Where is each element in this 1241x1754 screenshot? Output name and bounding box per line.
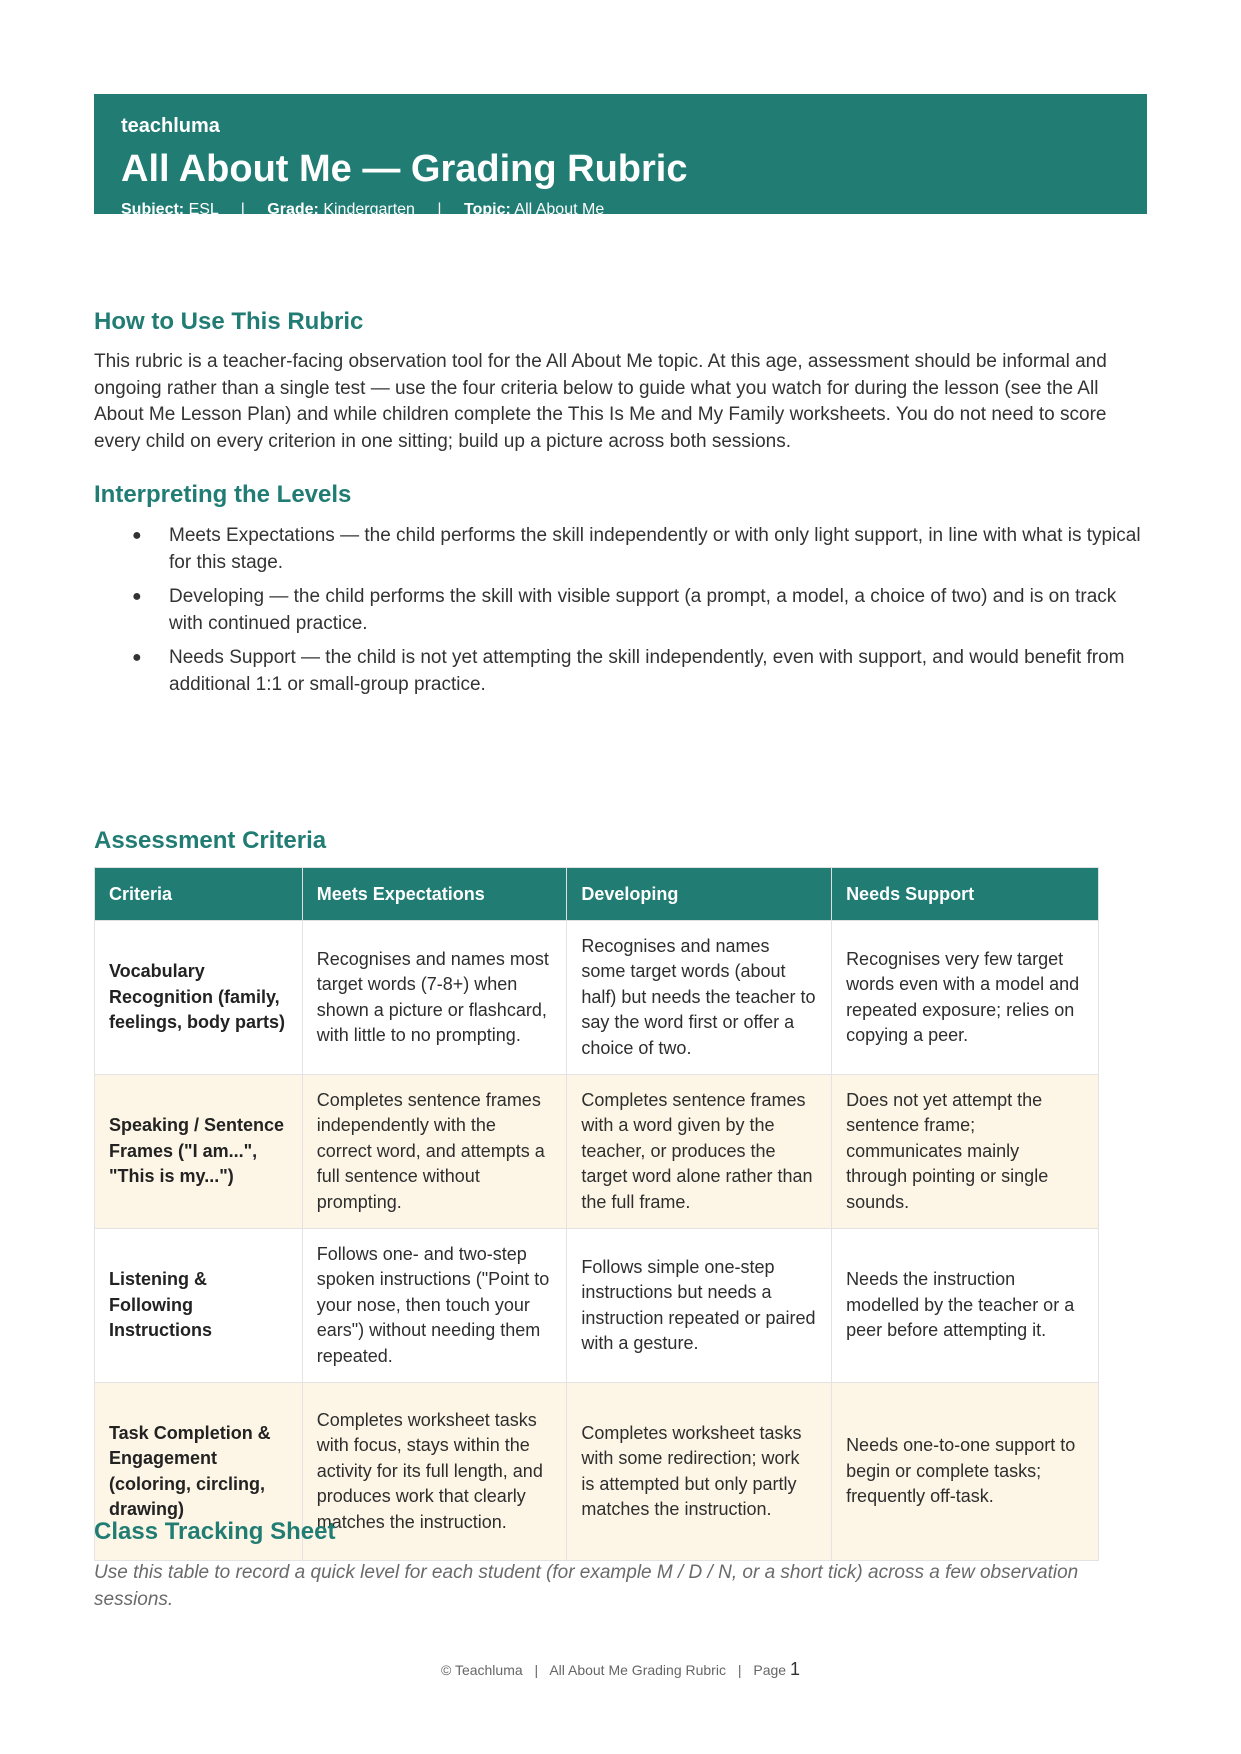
meta-separator: | (437, 201, 442, 218)
table-row (95, 921, 1099, 1075)
column-header-criteria: Criteria (95, 868, 303, 921)
footer-page-number: 1 (789, 1659, 800, 1679)
level-meets-text: Meets Expectations — the child performs the skill independently or with only light support, in line with what is typical for this stage. (169, 525, 1141, 573)
header-banner (94, 94, 1147, 218)
levels-list (94, 523, 1147, 706)
needs-support-cell: Needs one-to-one support to begin or complete tasks; frequently off-task. (832, 1383, 1099, 1561)
how-to-use-text: This rubric is a teacher-facing observation tool for the All About Me topic. At this age, assessment should be informal and ongoing rather than a single test — use the four criteria below to guide what you watch for during the lesson (see the All About Me Lesson Plan) and while children complete the This Is Me and My Family worksheets. You do not need to score every child on every criterion in one sitting; build up a picture across both sessions. (94, 351, 1107, 452)
tracking-instructions: Use this table to record a quick level for each student (for example M / D / N, or a short tick) across a few observation sessions. (94, 1562, 1079, 1610)
level-developing-text: Developing — the child performs the skill with visible support (a prompt, a model, a choice of two) and is on track with continued practice. (169, 586, 1117, 634)
developing-cell: Recognises and names some target words (about half) but needs the teacher to say the word first or offer a choice of two. (567, 921, 832, 1075)
tracking-heading: Class Tracking Sheet (94, 1518, 336, 1545)
level-needs-support-text: Needs Support — the child is not yet attempting the skill independently, even with support, and would benefit from additional 1:1 or small-group practice. (169, 647, 1125, 695)
needs-support-cell: Needs the instruction modelled by the teacher or a peer before attempting it. (832, 1229, 1099, 1383)
list-item (94, 584, 1147, 637)
meets-cell: Completes sentence frames independently with the correct word, and attempts a full sentence without prompting. (302, 1075, 567, 1229)
list-item (94, 645, 1147, 698)
criterion-cell: Task Completion & Engagement (coloring, circling, drawing) (95, 1383, 303, 1561)
criterion-cell: Speaking / Sentence Frames ("I am...", "This is my...") (95, 1075, 303, 1229)
footer-separator: | (737, 1662, 742, 1678)
meta-topic-value: All About Me (514, 201, 605, 218)
table-header-row (95, 868, 1099, 921)
developing-cell: Completes worksheet tasks with some redirection; work is attempted but only partly matches the instruction. (567, 1383, 832, 1561)
list-item (94, 523, 1147, 576)
meta-subject-value: ESL (188, 201, 219, 218)
developing-cell: Completes sentence frames with a word given by the teacher, or produces the target word alone rather than the full frame. (567, 1075, 832, 1229)
meets-cell: Recognises and names most target words (7-8+) when shown a picture or flashcard, with little to no prompting. (302, 921, 567, 1075)
document-page (94, 94, 1147, 1610)
how-to-use-heading: How to Use This Rubric (94, 308, 364, 335)
column-header-developing: Developing (567, 868, 832, 921)
footer-page-label: Page (753, 1662, 787, 1678)
meta-subject-key: Subject: (121, 201, 185, 218)
column-header-needs-support: Needs Support (832, 868, 1099, 921)
footer-document-name: All About Me Grading Rubric (549, 1662, 726, 1678)
meta-grade-value: Kindergarten (323, 201, 415, 218)
needs-support-cell: Does not yet attempt the sentence frame; communicates mainly through pointing or single sounds. (832, 1075, 1099, 1229)
page-footer (0, 1659, 1241, 1680)
table-row (95, 1229, 1099, 1383)
column-header-meets: Meets Expectations (302, 868, 567, 921)
levels-heading: Interpreting the Levels (94, 481, 352, 508)
criterion-cell: Vocabulary Recognition (family, feelings, body parts) (95, 921, 303, 1075)
rubric-table (94, 867, 1099, 1561)
document-title: All About Me — Grading Rubric (121, 148, 688, 190)
table-row (95, 1075, 1099, 1229)
meta-separator: | (240, 201, 245, 218)
developing-cell: Follows simple one-step instructions but needs a instruction repeated or paired with a gesture. (567, 1229, 832, 1383)
bullet-icon: ● (132, 588, 142, 605)
bullet-icon: ● (132, 527, 142, 544)
criteria-heading: Assessment Criteria (94, 827, 327, 854)
document-meta (121, 200, 1120, 220)
footer-copyright: © Teachluma (441, 1662, 523, 1678)
needs-support-cell: Recognises very few target words even with a model and repeated exposure; relies on copying a peer. (832, 921, 1099, 1075)
footer-separator: | (534, 1662, 539, 1678)
brand-name: teachluma (121, 115, 220, 137)
bullet-icon: ● (132, 649, 142, 666)
meta-topic-key: Topic: (464, 201, 511, 218)
meets-cell: Completes worksheet tasks with focus, stays within the activity for its full length, and produces work that clearly matches the instruction. (302, 1383, 567, 1561)
meta-grade-key: Grade: (267, 201, 319, 218)
meets-cell: Follows one- and two-step spoken instructions ("Point to your nose, then touch your ears") without needing them repeated. (302, 1229, 567, 1383)
criterion-cell: Listening & Following Instructions (95, 1229, 303, 1383)
